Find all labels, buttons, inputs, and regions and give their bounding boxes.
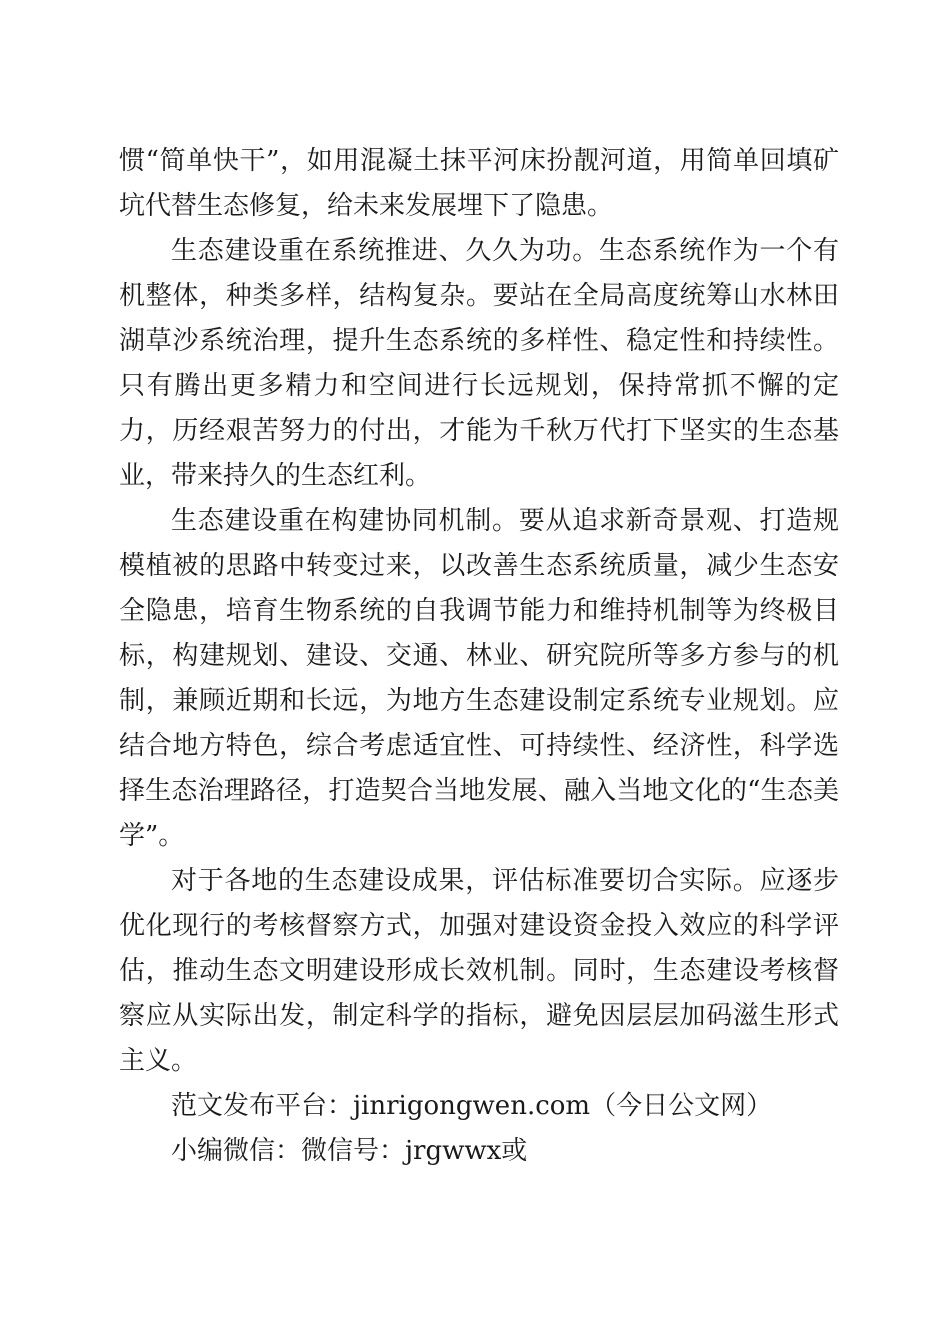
paragraph-coordination-mechanism: 生态建设重在构建协同机制。要从追求新奇景观、打造规模植被的思路中转变过来，以改善生态系统质量，减少生态安全隐患，培育生物系统的自我调节能力和维持机制等为终极目标，构建规划、建设、交通、林业、研究院所等多方参与的机制，兼顾近期和长远，为地方生态建设制定系统专业规划。应结合地方特色，综合考虑适宜性、可持续性、经济性，科学选择生态治理路径，打造契合当地发展、融入当地文化的“生态美学”。 (119, 506, 839, 851)
document-body (119, 139, 839, 1174)
publisher-platform-line: 范文发布平台：jinrigongwen.com（今日公文网） (171, 1091, 773, 1121)
paragraph-systematic-advance: 生态建设重在系统推进、久久为功。生态系统作为一个有机整体，种类多样，结构复杂。要站在全局高度统筹山水林田湖草沙系统治理，提升生态系统的多样性、稳定性和持续性。只有腾出更多精力和空间进行长远规划，保持常抓不懈的定力，历经艰苦努力的付出，才能为千秋万代打下坚实的生态基业，带来持久的生态红利。 (119, 236, 839, 491)
paragraph-evaluation-standards: 对于各地的生态建设成果，评估标准要切合实际。应逐步优化现行的考核督察方式，加强对建设资金投入效应的科学评估，推动生态文明建设形成长效机制。同时，生态建设考核督察应从实际出发，制定科学的指标，避免因层层加码滋生形式主义。 (119, 866, 839, 1076)
paragraph-continuation: 惯“简单快干”，如用混凝土抹平河床扮靓河道，用简单回填矿坑代替生态修复，给未来发展埋下了隐患。 (119, 146, 839, 221)
editor-wechat-line: 小编微信：微信号：jrgwwx或 (171, 1136, 528, 1166)
